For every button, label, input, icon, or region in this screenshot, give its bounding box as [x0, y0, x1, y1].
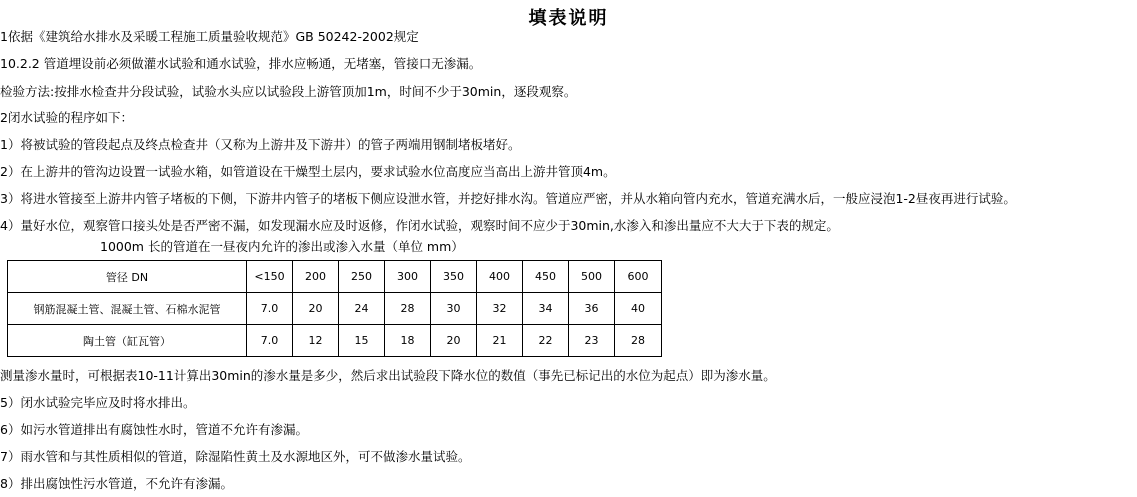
paragraph-line: 1）将被试验的管段起点及终点检查井（又称为上游井及下游井）的管子两端用钢制堵板堵好。 [0, 137, 521, 152]
paragraph-line: 3）将进水管接至上游井内管子堵板的下侧，下游井内管子的堵板下侧应设泄水管，并挖好排水沟。管道应严密，并从水箱向管内充水，管道充满水后，一般应浸泡1-2昼夜再进行试验。 [0, 191, 1016, 206]
table-header-cell: <150 [247, 261, 293, 293]
table-cell: 7.0 [247, 293, 293, 325]
table-cell: 7.0 [247, 325, 293, 357]
table-cell: 20 [293, 293, 339, 325]
table-header-cell: 350 [431, 261, 477, 293]
table-cell: 21 [477, 325, 523, 357]
table-header-cell: 500 [569, 261, 615, 293]
table-header-cell: 450 [523, 261, 569, 293]
table-header-row [8, 261, 662, 293]
table-cell: 28 [385, 293, 431, 325]
table-cell: 18 [385, 325, 431, 357]
table-caption: 1000m 长的管道在一昼夜内允许的渗出或渗入水量（单位 mm） [100, 239, 464, 254]
table-cell: 28 [615, 325, 662, 357]
table-cell: 12 [293, 325, 339, 357]
table-cell: 23 [569, 325, 615, 357]
table-row [8, 293, 662, 325]
table-cell: 34 [523, 293, 569, 325]
paragraph-line: 4）量好水位，观察管口接头处是否严密不漏，如发现漏水应及时返修，作闭水试验，观察时间不应少于30min,水渗入和渗出量应不大大于下表的规定。 [0, 218, 839, 233]
paragraph-line: 10.2.2 管道埋设前必须做灌水试验和通水试验，排水应畅通，无堵塞，管接口无渗漏。 [0, 56, 482, 71]
table-cell: 36 [569, 293, 615, 325]
paragraph-line: 检验方法:按排水检查井分段试验，试验水头应以试验段上游管顶加1m，时间不少于30min，逐段观察。 [0, 84, 577, 99]
table-header-cell: 300 [385, 261, 431, 293]
table-header-cell: 250 [339, 261, 385, 293]
table-cell: 30 [431, 293, 477, 325]
paragraph-line: 2）在上游井的管沟边设置一试验水箱，如管道设在干燥型土层内，要求试验水位高度应当高出上游井管顶4m。 [0, 164, 616, 179]
table-row [8, 325, 662, 357]
paragraph-line: 6）如污水管道排出有腐蚀性水时，管道不允许有渗漏。 [0, 422, 308, 437]
table-header-cell: 400 [477, 261, 523, 293]
paragraph-line: 7）雨水管和与其性质相似的管道，除湿陷性黄土及水源地区外，可不做渗水量试验。 [0, 449, 471, 464]
paragraph-line: 2闭水试验的程序如下： [0, 110, 133, 125]
paragraph-line: 5）闭水试验完毕应及时将水排出。 [0, 395, 196, 410]
table-cell: 22 [523, 325, 569, 357]
row-name: 钢筋混凝土管、混凝土管、石棉水泥管 [8, 293, 247, 325]
paragraph-line: 1依据《建筑给水排水及采暖工程施工质量验收规范》GB 50242-2002规定 [0, 29, 419, 44]
paragraph-line: 8）排出腐蚀性污水管道，不允许有渗漏。 [0, 476, 233, 491]
row-name: 陶土管（缸瓦管） [8, 325, 247, 357]
table-cell: 15 [339, 325, 385, 357]
table-cell: 40 [615, 293, 662, 325]
table-cell: 24 [339, 293, 385, 325]
table-cell: 32 [477, 293, 523, 325]
seepage-table [7, 260, 662, 357]
paragraph-line: 测量渗水量时，可根据表10-11计算出30min的渗水量是多少，然后求出试验段下降水位的数值（事先已标记出的水位为起点）即为渗水量。 [0, 368, 776, 383]
table-header-cell: 200 [293, 261, 339, 293]
page-title: 填表说明 [528, 8, 609, 29]
table-header-label: 管径 DN [8, 261, 247, 293]
table-header-cell: 600 [615, 261, 662, 293]
table-cell: 20 [431, 325, 477, 357]
